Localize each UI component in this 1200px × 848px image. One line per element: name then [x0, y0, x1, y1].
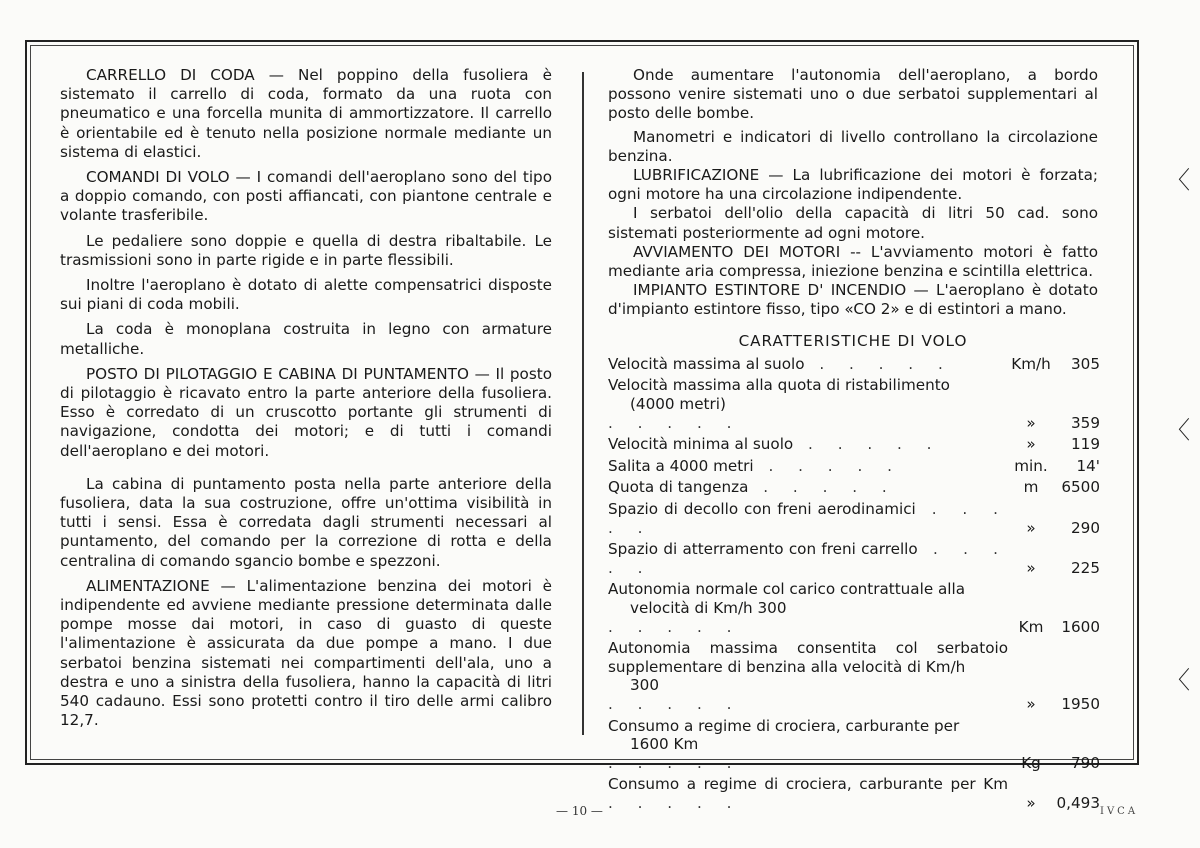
- spec-row: [608, 435, 1100, 457]
- leader-dots: . . . . .: [608, 753, 742, 772]
- spec-label-cell: [608, 717, 1008, 776]
- spec-label: Salita a 4000 metri: [608, 456, 754, 475]
- right-column: [608, 66, 1098, 816]
- paragraph-cabina-puntamento: La cabina di puntamento posta nella parte anteriore della fusoliera, data la sua costruzione, offre un'ottima visibilità in tutti i sensi. Essa è corredata dagli strumenti necessari al puntamento, del comando per la correzione di rotta e della centralina di comando sgancio bombe e spezzoni.: [60, 474, 552, 570]
- spec-label-continuation: 1600 Km: [630, 735, 699, 754]
- spec-value: 225: [1071, 558, 1100, 577]
- spec-label-cell: [608, 478, 1008, 500]
- paragraph-carrello-di-coda: CARRELLO DI CODA — Nel poppino della fusoliera è sistemato il carrello di coda, formato da una ruota con pneumatico e una forcella munita di ammortizzatore. Il carrello è orientabile ed è tenuto nella posizione normale mediante un sistema di elastici.: [60, 66, 552, 161]
- leader-dots: . . . . .: [793, 435, 942, 454]
- paragraph-posto-pilotaggio: POSTO DI PILOTAGGIO E CABINA DI PUNTAMENTO — Il posto di pilotaggio è ricavato entro la parte anteriore della fusoliera. Esso è corredato di un cruscotto portante gli strumenti di navigazione, condotta dei motori; e di tutti i comandi dell'aeroplano e dei motori.: [60, 364, 552, 460]
- spec-unit: min.: [1014, 456, 1048, 475]
- paragraph-impianto-estintore: IMPIANTO ESTINTORE D' INCENDIO — L'aeroplano è dotato d'impianto estintore fisso, tipo «CO 2» e di estintori a mano.: [608, 281, 1098, 319]
- spec-value: 14': [1076, 456, 1100, 475]
- spec-value: 790: [1071, 753, 1100, 772]
- paragraph-alette: Inoltre l'aeroplano è dotato di alette compensatrici disposte sui piani di coda mobili.: [60, 276, 552, 314]
- spec-label: Velocità massima al suolo: [608, 354, 805, 373]
- paragraph-manometri: Manometri e indicatori di livello controllano la circolazione benzina.: [608, 127, 1098, 165]
- spec-unit: »: [1026, 558, 1036, 577]
- spec-value: 0,493: [1056, 793, 1100, 812]
- leader-dots: . . . . .: [804, 354, 953, 373]
- leader-dots: . . . . .: [608, 500, 1008, 537]
- spec-unit: »: [1026, 793, 1036, 812]
- left-bracket-mark: 〈: [1166, 416, 1190, 444]
- spec-label: Velocità massima alla quota di ristabilimento: [608, 376, 950, 395]
- spec-label-cell: [608, 355, 1008, 377]
- leader-dots: . . . . .: [753, 456, 902, 475]
- specs-table: [608, 355, 1100, 816]
- paragraph-pedaliere: Le pedaliere sono doppie e quella di destra ribaltabile. Le trasmissioni sono in parte rigide e in parte flessibili.: [60, 231, 552, 269]
- column-divider: [582, 72, 584, 735]
- page-number: — 10 —: [556, 804, 603, 818]
- spec-unit: »: [1026, 413, 1036, 432]
- spec-label-cell: [608, 775, 1008, 815]
- spec-value: 1950: [1061, 694, 1100, 713]
- leader-dots: . . . . .: [608, 413, 742, 432]
- spec-label: Spazio di atterramento con freni carrello: [608, 540, 918, 559]
- spec-label: Spazio di decollo con freni aerodinamici: [608, 500, 916, 518]
- spec-row: [608, 580, 1100, 639]
- spec-label-cell: [608, 580, 1008, 639]
- paragraph-avviamento: AVVIAMENTO DEI MOTORI -- L'avviamento motori è fatto mediante aria compressa, iniezione benzina e scintilla elettrica.: [608, 242, 1098, 281]
- spec-value: 290: [1071, 518, 1100, 537]
- spec-row: [608, 639, 1100, 716]
- spec-unit: Km: [1018, 617, 1044, 636]
- paragraph-alimentazione: ALIMENTAZIONE — L'alimentazione benzina dei motori è indipendente ed avviene mediante pressione determinata dalle pompe mosse dai motori, in caso di guasto di queste l'alimentazione è assicurata da due pompe a mano. I due serbatoi benzina sistemati nei compartimenti dell'ala, uno a destra e uno a sinistra della fusoliera, hanno la capacità di litri 540 cadauno. Essi sono protetti contro il tiro delle armi calibro 12,7.: [60, 576, 552, 730]
- spec-value: 305: [1071, 354, 1100, 373]
- spec-row: [608, 478, 1100, 500]
- spec-row: [608, 500, 1100, 540]
- spec-label-cell: [608, 457, 1008, 479]
- spec-row: [608, 775, 1100, 815]
- spec-value: 359: [1071, 413, 1100, 432]
- spec-value: 6500: [1061, 478, 1100, 497]
- spec-value: 1600: [1061, 617, 1100, 636]
- specs-heading: CARATTERISTICHE DI VOLO: [738, 331, 968, 350]
- spec-unit: »: [1026, 694, 1036, 713]
- spec-row: [608, 355, 1100, 377]
- page-mark: IVCA: [1100, 806, 1139, 817]
- spec-row: [608, 376, 1100, 435]
- spec-label-cell: [608, 500, 1008, 540]
- spec-value: 119: [1071, 435, 1100, 454]
- spec-unit: Kg: [1021, 753, 1041, 772]
- left-column: [60, 66, 552, 737]
- paragraph-lubrificazione: LUBRIFICAZIONE — La lubrificazione dei motori è forzata; ogni motore ha una circolazione indipendente.: [608, 166, 1098, 204]
- leader-dots: . . . . .: [608, 793, 742, 812]
- leader-dots: . . . . .: [608, 540, 1008, 577]
- paragraph-serbatoi-olio: I serbatoi dell'olio della capacità di litri 50 cad. sono sistemati posteriormente ad ogni motore.: [608, 204, 1098, 242]
- spec-label: Consumo a regime di crociera, carburante per Km: [608, 775, 1008, 794]
- spec-label-cell: [608, 376, 1008, 435]
- paragraph-serbatoi-supplementari: Onde aumentare l'autonomia dell'aeroplano, a bordo possono venire sistemati uno o due serbatoi supplementari al posto delle bombe.: [608, 66, 1098, 123]
- left-bracket-mark: 〈: [1166, 666, 1190, 694]
- leader-dots: . . . . .: [608, 617, 742, 636]
- spec-label: Consumo a regime di crociera, carburante per: [608, 716, 960, 735]
- paragraph-coda: La coda è monoplana costruita in legno con armature metalliche.: [60, 320, 552, 358]
- leader-dots: . . . . .: [748, 478, 897, 497]
- spec-label: Autonomia massima consentita col serbatoio supplementare di benzina alla velocità di Km/h: [608, 639, 1008, 676]
- spec-label-continuation: velocità di Km/h 300: [630, 598, 787, 617]
- spec-row: [608, 717, 1100, 776]
- paragraph-comandi-di-volo: COMANDI DI VOLO — I comandi dell'aeroplano sono del tipo a doppio comando, con posti affiancati, con piantone centrale e volante trasferibile.: [60, 168, 552, 225]
- leader-dots: . . . . .: [608, 694, 742, 713]
- spec-unit: »: [1026, 435, 1036, 454]
- spec-row: [608, 457, 1100, 479]
- spec-label-cell: [608, 639, 1008, 716]
- spec-row: [608, 540, 1100, 580]
- spec-label-cell: [608, 435, 1008, 457]
- spec-label-continuation: 300: [630, 676, 659, 695]
- spec-unit: m: [1023, 478, 1039, 497]
- spec-label: Velocità minima al suolo: [608, 435, 794, 454]
- spec-unit: »: [1026, 518, 1036, 537]
- spec-label-cell: [608, 540, 1008, 580]
- spec-label: Quota di tangenza: [608, 478, 749, 497]
- left-bracket-mark: 〈: [1166, 166, 1190, 194]
- spec-label: Autonomia normale col carico contrattuale alla: [608, 580, 966, 599]
- spec-label-continuation: (4000 metri): [630, 395, 726, 414]
- spec-unit: Km/h: [1011, 354, 1051, 373]
